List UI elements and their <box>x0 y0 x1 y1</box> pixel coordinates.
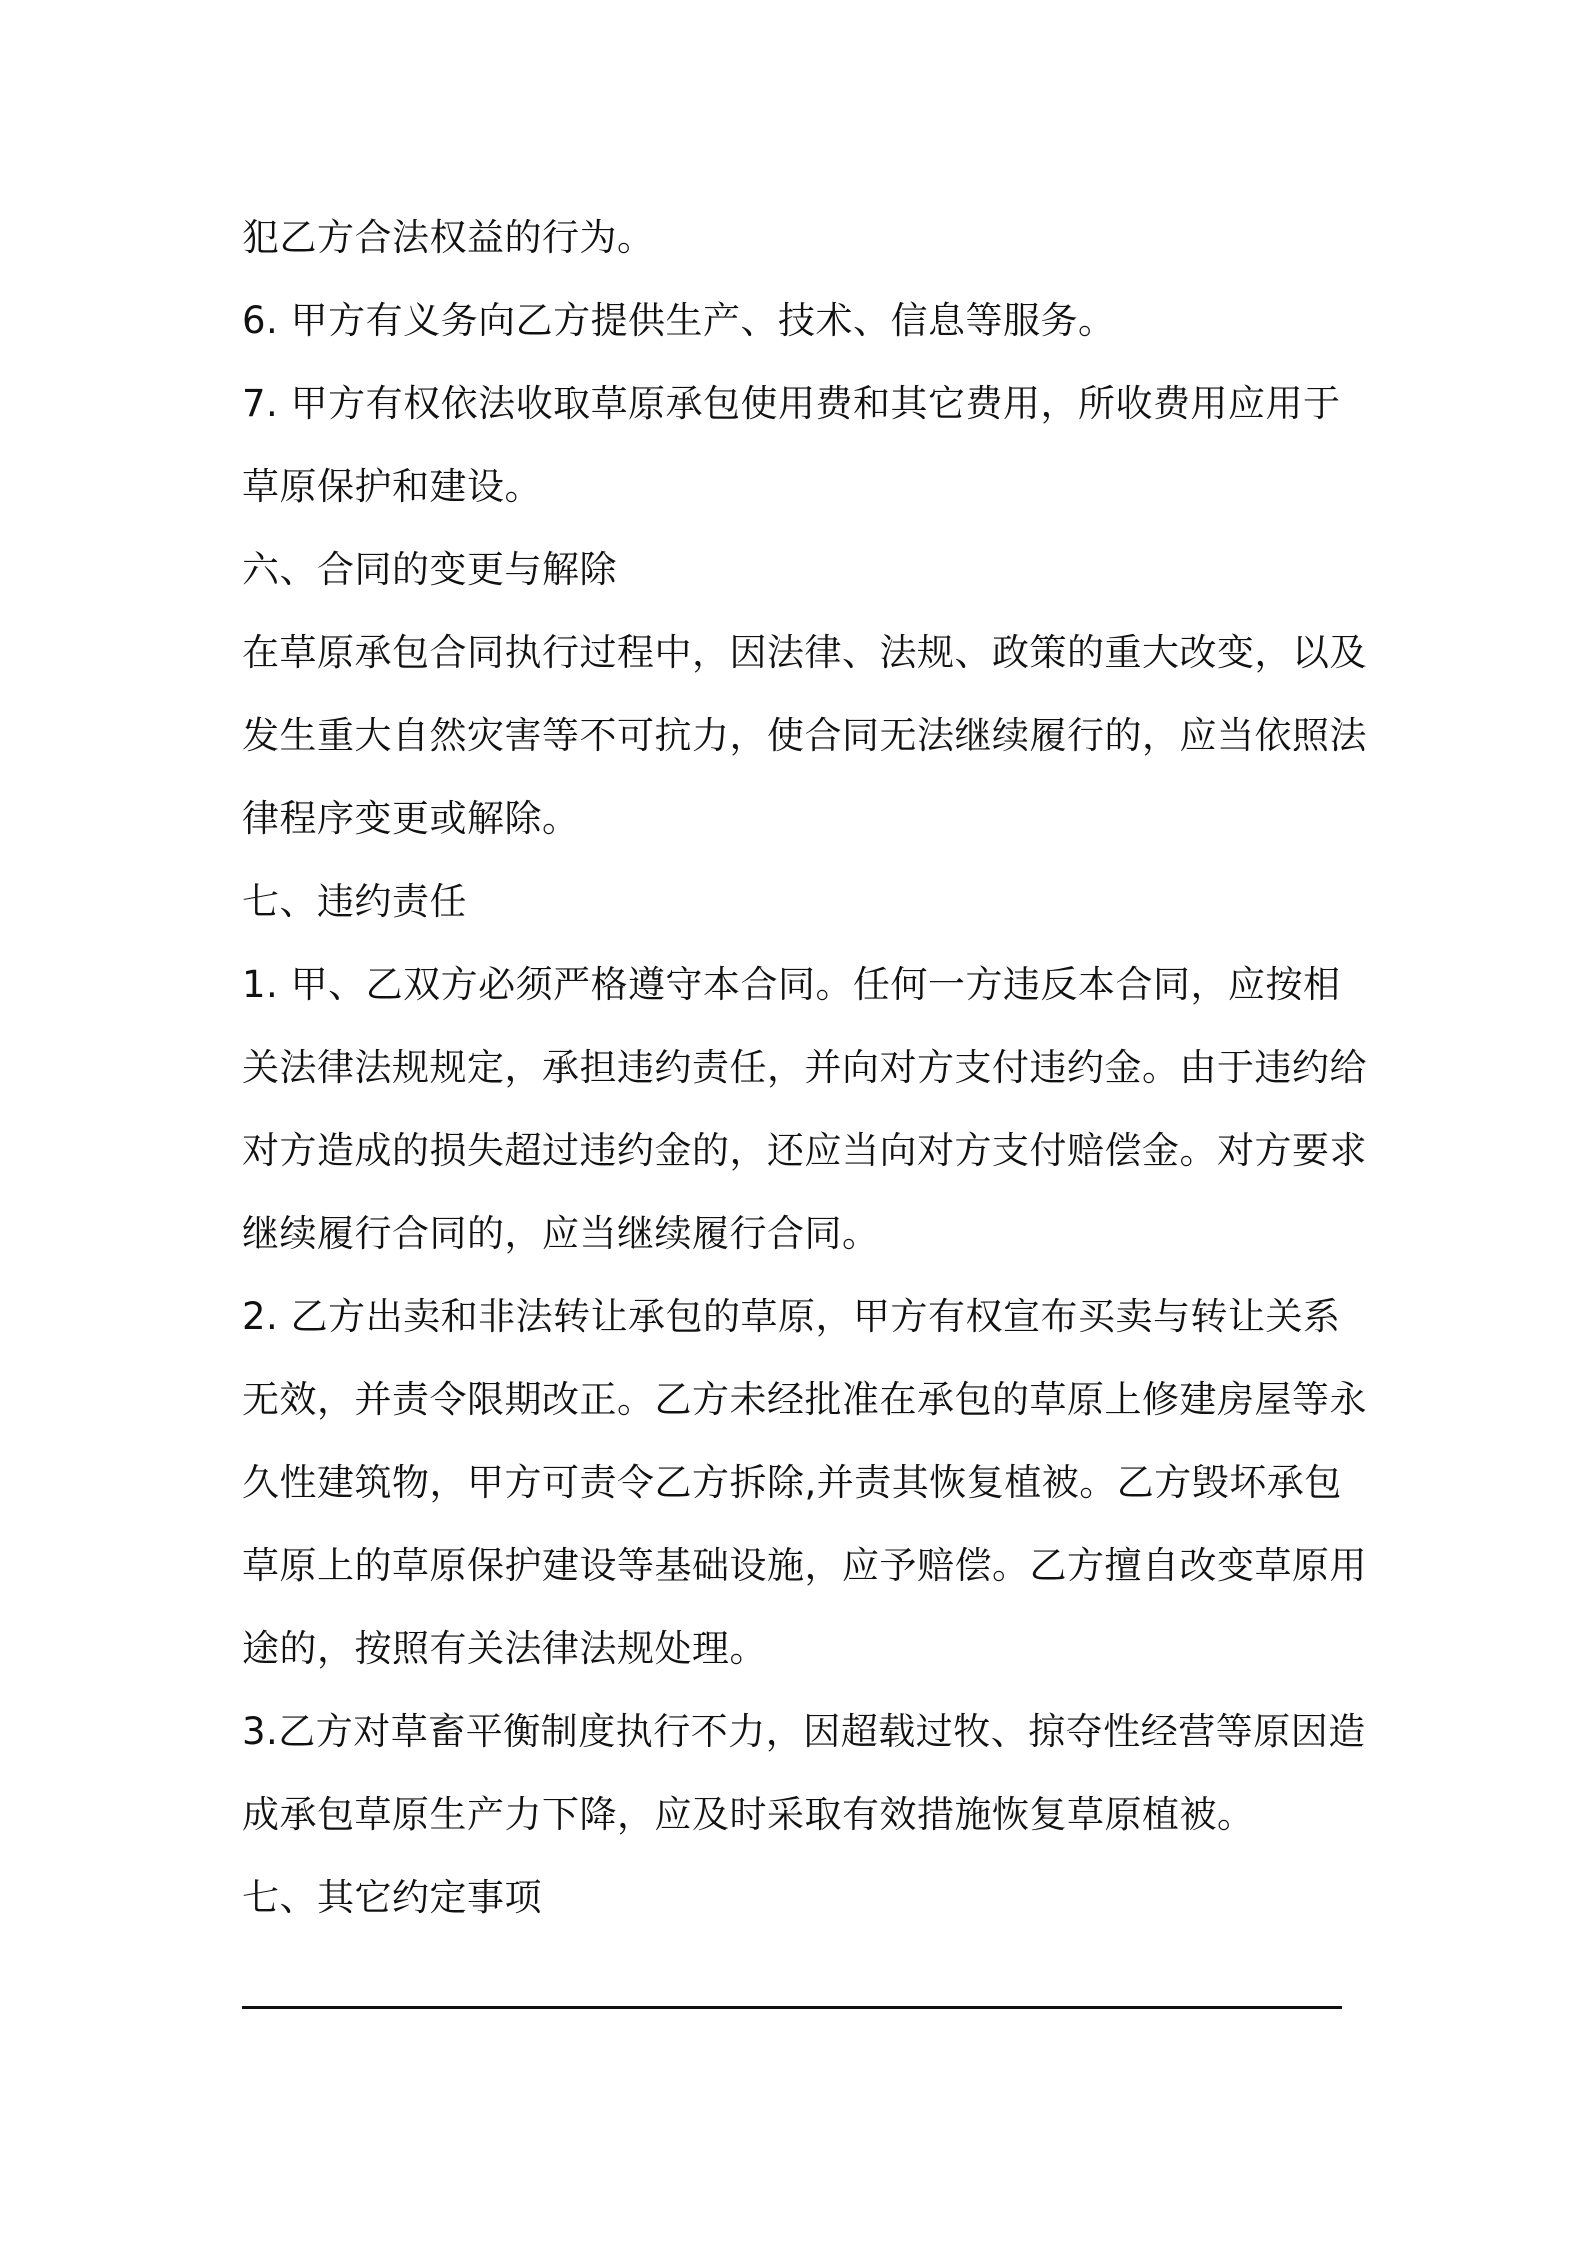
text-line: 3.乙方对草畜平衡制度执行不力，因超载过牧、掠夺性经营等原因造 <box>242 1710 1366 1753</box>
text-line: 无效，并责令限期改正。乙方未经批准在承包的草原上修建房屋等永 <box>242 1378 1367 1421</box>
text-line: 草原保护和建设。 <box>242 465 542 508</box>
text-line: 7. 甲方有权依法收取草原承包使用费和其它费用，所收费用应用于 <box>242 382 1341 425</box>
text-line: 犯乙方合法权益的行为。 <box>242 216 655 259</box>
text-line: 成承包草原生产力下降，应及时采取有效措施恢复草原植被。 <box>242 1793 1255 1836</box>
text-line: 途的，按照有关法律法规处理。 <box>242 1627 767 1670</box>
document-body <box>242 196 1367 1939</box>
text-line: 2. 乙方出卖和非法转让承包的草原，甲方有权宣布买卖与转让关系 <box>242 1295 1341 1338</box>
text-line: 草原上的草原保护建设等基础设施，应予赔偿。乙方擅自改变草原用 <box>242 1544 1367 1587</box>
text-line: 对方造成的损失超过违约金的，还应当向对方支付赔偿金。对方要求 <box>242 1129 1367 1172</box>
section-heading: 七、违约责任 <box>242 880 467 923</box>
text-line: 在草原承包合同执行过程中，因法律、法规、政策的重大改变，以及 <box>242 631 1367 674</box>
text-line: 发生重大自然灾害等不可抗力，使合同无法继续履行的，应当依照法 <box>242 714 1367 757</box>
text-line: 继续履行合同的，应当继续履行合同。 <box>242 1212 880 1255</box>
text-line: 律程序变更或解除。 <box>242 797 580 840</box>
section-heading: 六、合同的变更与解除 <box>242 548 617 591</box>
section-heading: 七、其它约定事项 <box>242 1876 542 1919</box>
text-line: 6. 甲方有义务向乙方提供生产、技术、信息等服务。 <box>242 299 1116 342</box>
text-line: 久性建筑物，甲方可责令乙方拆除,并责其恢复植被。乙方毁坏承包 <box>242 1461 1342 1504</box>
text-line: 1. 甲、乙双方必须严格遵守本合同。任何一方违反本合同，应按相 <box>242 963 1341 1006</box>
text-line: 关法律法规规定，承担违约责任，并向对方支付违约金。由于违约给 <box>242 1046 1367 1089</box>
fill-in-blank-line <box>242 2006 1342 2009</box>
